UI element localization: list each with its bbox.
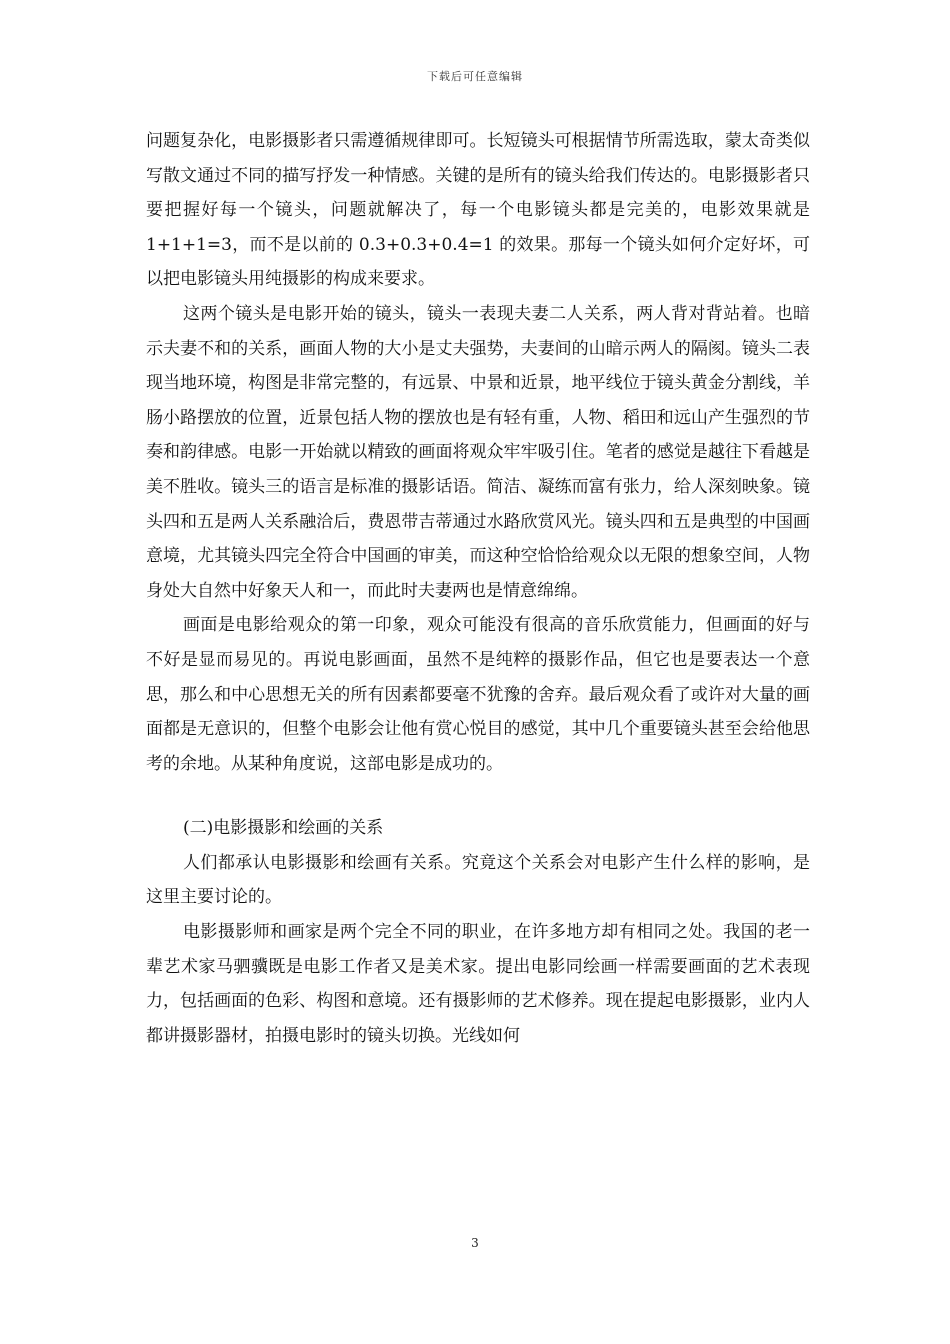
section-heading: (二)电影摄影和绘画的关系	[183, 818, 384, 839]
paragraph-relationship-intro: 人们都承认电影摄影和绘画有关系。究竟这个关系会对电影产生什么样的影响，是这里主要讨论的。	[146, 852, 810, 908]
paragraph-continued: 问题复杂化，电影摄影者只需遵循规律即可。长短镜头可根据情节所需选取，蒙太奇类似写散文通过不同的描写抒发一种情感。关键的是所有的镜头给我们传达的。电影摄影者只要把握好每一个镜头，问题就解决了，每一个电影镜头都是完美的，电影效果就是 1+1+1=3，而不是以前的 0.3+0.3+0.4=1 的效果。那每一个镜头如何介定好坏，可以把电影镜头用纯摄影的构成来要求。	[146, 131, 810, 290]
document-body	[146, 124, 810, 1053]
paragraph-first-impression: 画面是电影给观众的第一印象，观众可能没有很高的音乐欣赏能力，但画面的好与不好是显而易见的。再说电影画面，虽然不是纯粹的摄影作品，但它也是要表达一个意思，那么和中心思想无关的所有因素都要毫不犹豫的舍弃。最后观众看了或许对大量的画面都是无意识的，但整个电影会让他有赏心悦目的感觉，其中几个重要镜头甚至会给他思考的余地。从某种角度说，这部电影是成功的。	[146, 615, 810, 774]
paragraph-cinematographer-painter: 电影摄影师和画家是两个完全不同的职业，在许多地方却有相同之处。我国的老一辈艺术家马驷骥既是电影工作者又是美术家。提出电影同绘画一样需要画面的艺术表现力，包括画面的色彩、构图和意境。还有摄影师的艺术修养。现在提起电影摄影，业内人都讲摄影器材，拍摄电影时的镜头切换。光线如何	[146, 922, 810, 1046]
paragraph-shots-analysis: 这两个镜头是电影开始的镜头，镜头一表现夫妻二人关系，两人背对背站着。也暗示夫妻不和的关系，画面人物的大小是丈夫强势，夫妻间的山暗示两人的隔阂。镜头二表现当地环境，构图是非常完整的，有远景、中景和近景，地平线位于镜头黄金分割线，羊肠小路摆放的位置，近景包括人物的摆放也是有轻有重，人物、稻田和远山产生强烈的节奏和韵律感。电影一开始就以精致的画面将观众牢牢吸引住。笔者的感觉是越往下看越是美不胜收。镜头三的语言是标准的摄影话语。简洁、凝练而富有张力，给人深刻映象。镜头四和五是两人关系融洽后，费恩带吉蒂通过水路欣赏风光。镜头四和五是典型的中国画意境，尤其镜头四完全符合中国画的审美，而这种空恰恰给观众以无限的想象空间，人物身处大自然中好象天人和一，而此时夫妻两也是情意绵绵。	[146, 303, 810, 601]
page-number: 3	[471, 1236, 479, 1250]
page-header: 下载后可任意编辑	[427, 70, 523, 83]
